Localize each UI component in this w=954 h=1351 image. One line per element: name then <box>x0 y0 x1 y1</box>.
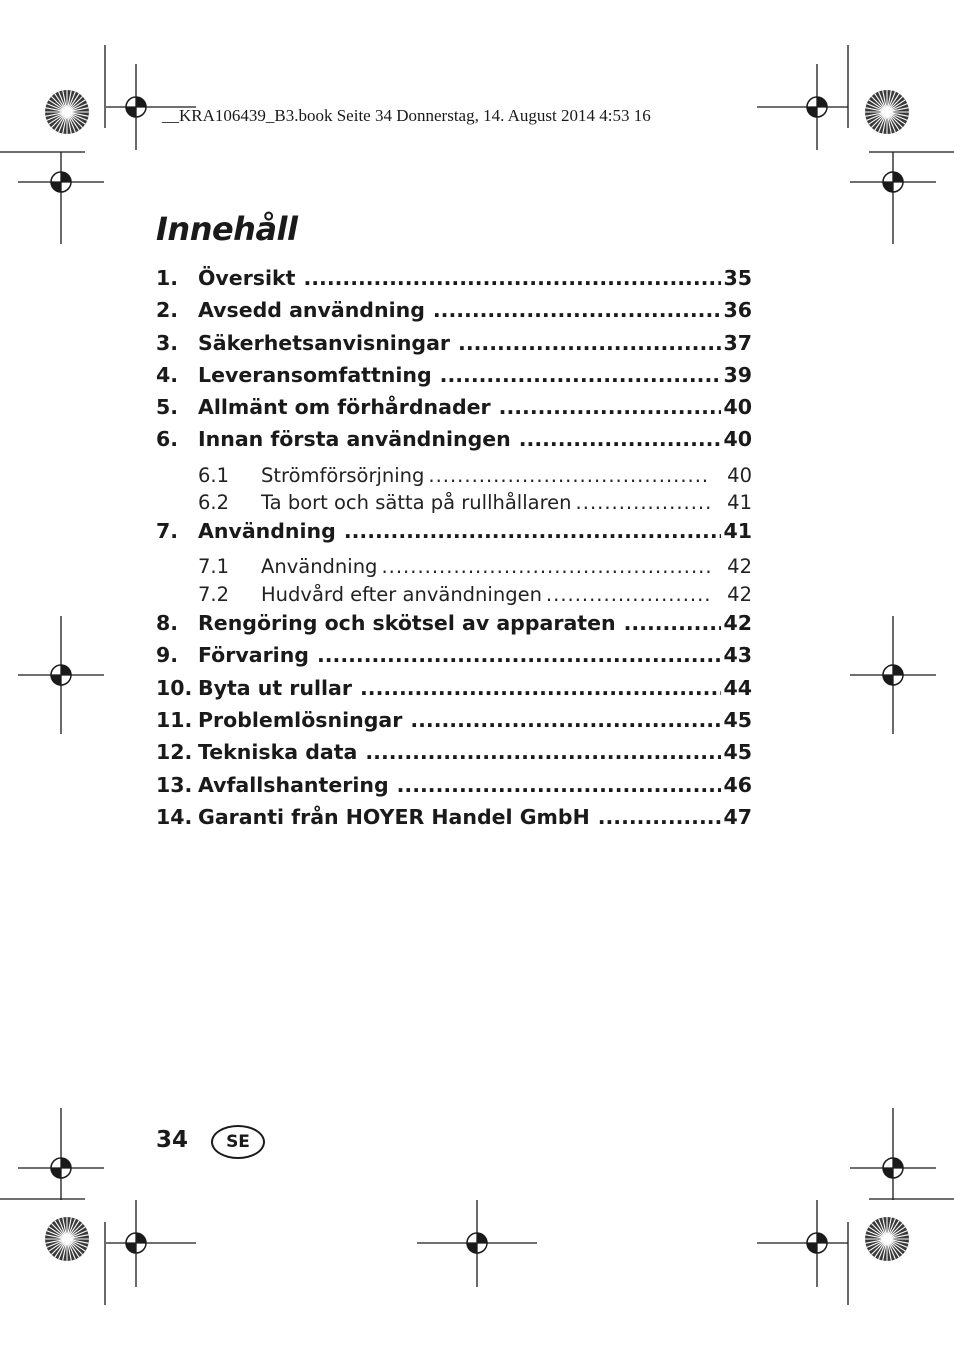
toc-number: 4. <box>156 362 179 387</box>
toc-number: 7.1 <box>198 555 230 579</box>
toc-subentry-7-1[interactable] <box>156 551 752 583</box>
toc-number: 3. <box>156 330 179 355</box>
toc-label: Innan första användningen <box>198 427 511 452</box>
toc-entry-4[interactable] <box>156 363 752 395</box>
toc-subentry-6-2[interactable] <box>156 491 752 519</box>
dot-leader <box>365 740 721 764</box>
toc-label: Säkerhetsanvisningar <box>198 330 451 355</box>
toc-label: Allmänt om förhårdnader <box>198 395 491 420</box>
toc-label: Avfallshantering <box>198 772 389 797</box>
dot-leader <box>440 363 722 387</box>
dot-leader <box>499 395 722 419</box>
dot-leader <box>546 583 710 606</box>
dot-leader <box>397 773 722 797</box>
toc-label: Ta bort och sätta på rullhållaren <box>261 491 572 515</box>
toc-page: 35 <box>723 266 752 290</box>
toc-entry-5[interactable] <box>156 395 752 427</box>
toc-page: 40 <box>723 395 752 420</box>
toc-number: 12. <box>156 740 193 765</box>
toc-page: 42 <box>723 611 752 636</box>
page-number: 34 <box>156 1127 189 1153</box>
dot-leader <box>576 491 710 514</box>
dot-leader <box>458 331 721 355</box>
toc-number: 2. <box>156 298 179 323</box>
toc-number: 10. <box>156 675 193 700</box>
toc-label: Förvaring <box>198 643 309 668</box>
toc-page: 42 <box>727 582 752 606</box>
toc-entry-7[interactable] <box>156 519 752 551</box>
toc-number: 13. <box>156 772 193 797</box>
toc-page: 40 <box>723 427 752 452</box>
toc-entry-8[interactable] <box>156 611 752 643</box>
toc-page: 41 <box>723 518 752 543</box>
dot-leader <box>519 427 722 451</box>
dot-leader <box>410 708 721 732</box>
dot-leader <box>317 643 722 667</box>
toc-entry-2[interactable] <box>156 298 752 330</box>
toc-entry-3[interactable] <box>156 331 752 363</box>
toc-label: Användning <box>261 555 378 579</box>
toc-subentry-6-1[interactable] <box>156 460 752 492</box>
language-badge: SE <box>211 1125 265 1159</box>
toc-label: Tekniska data <box>198 740 358 765</box>
page-title: Innehåll <box>156 210 298 248</box>
dot-leader <box>381 555 710 578</box>
toc-page: 45 <box>723 707 752 732</box>
toc-page: 42 <box>727 555 752 579</box>
dot-leader <box>428 464 710 487</box>
toc-label: Strömförsörjning <box>261 463 425 487</box>
toc-number: 11. <box>156 707 193 732</box>
toc-page: 44 <box>723 675 752 700</box>
toc-number: 6.2 <box>198 491 230 515</box>
toc-number: 5. <box>156 395 179 420</box>
toc-entry-14[interactable] <box>156 805 752 837</box>
toc-label: Problemlösningar <box>198 707 403 732</box>
toc-subentry-7-2[interactable] <box>156 583 752 612</box>
toc-label: Rengöring och skötsel av apparaten <box>198 611 616 636</box>
toc-number: 6. <box>156 427 179 452</box>
dot-leader <box>433 298 722 322</box>
toc-page: 37 <box>723 330 752 355</box>
toc-label: Användning <box>198 518 336 543</box>
toc-label: Garanti från HOYER Handel GmbH <box>198 804 590 829</box>
toc-label: Byta ut rullar <box>198 675 352 700</box>
dot-leader <box>360 676 721 700</box>
toc-number: 1. <box>156 266 179 290</box>
toc-entry-6[interactable] <box>156 427 752 459</box>
toc-entry-13[interactable] <box>156 773 752 805</box>
toc-page: 41 <box>727 491 752 515</box>
toc-entry-9[interactable] <box>156 643 752 675</box>
dot-leader <box>598 805 722 829</box>
dot-leader <box>344 519 722 543</box>
toc-entry-1[interactable] <box>156 266 752 298</box>
toc-page: 47 <box>723 804 752 829</box>
toc-number: 6.1 <box>198 463 230 487</box>
toc-number: 14. <box>156 804 193 829</box>
toc-entry-12[interactable] <box>156 740 752 772</box>
toc-number: 7. <box>156 518 179 543</box>
toc-number: 7.2 <box>198 582 230 606</box>
toc-page: 39 <box>723 362 752 387</box>
toc-page: 43 <box>723 643 752 668</box>
toc-label: Översikt <box>198 266 296 290</box>
table-of-contents <box>156 266 752 837</box>
toc-label: Leveransomfattning <box>198 362 432 387</box>
dot-leader <box>624 611 722 635</box>
toc-entry-10[interactable] <box>156 676 752 708</box>
toc-page: 36 <box>723 298 752 323</box>
toc-page: 45 <box>723 740 752 765</box>
toc-page: 40 <box>727 463 752 487</box>
toc-number: 8. <box>156 611 179 636</box>
toc-label: Hudvård efter användningen <box>261 582 542 606</box>
toc-number: 9. <box>156 643 179 668</box>
print-header: __KRA106439_B3.book Seite 34 Donnerstag, 14. August 2014 4:53 16 <box>162 106 651 125</box>
toc-label: Avsedd användning <box>198 298 425 323</box>
toc-page: 46 <box>723 772 752 797</box>
toc-entry-11[interactable] <box>156 708 752 740</box>
dot-leader <box>303 266 721 290</box>
